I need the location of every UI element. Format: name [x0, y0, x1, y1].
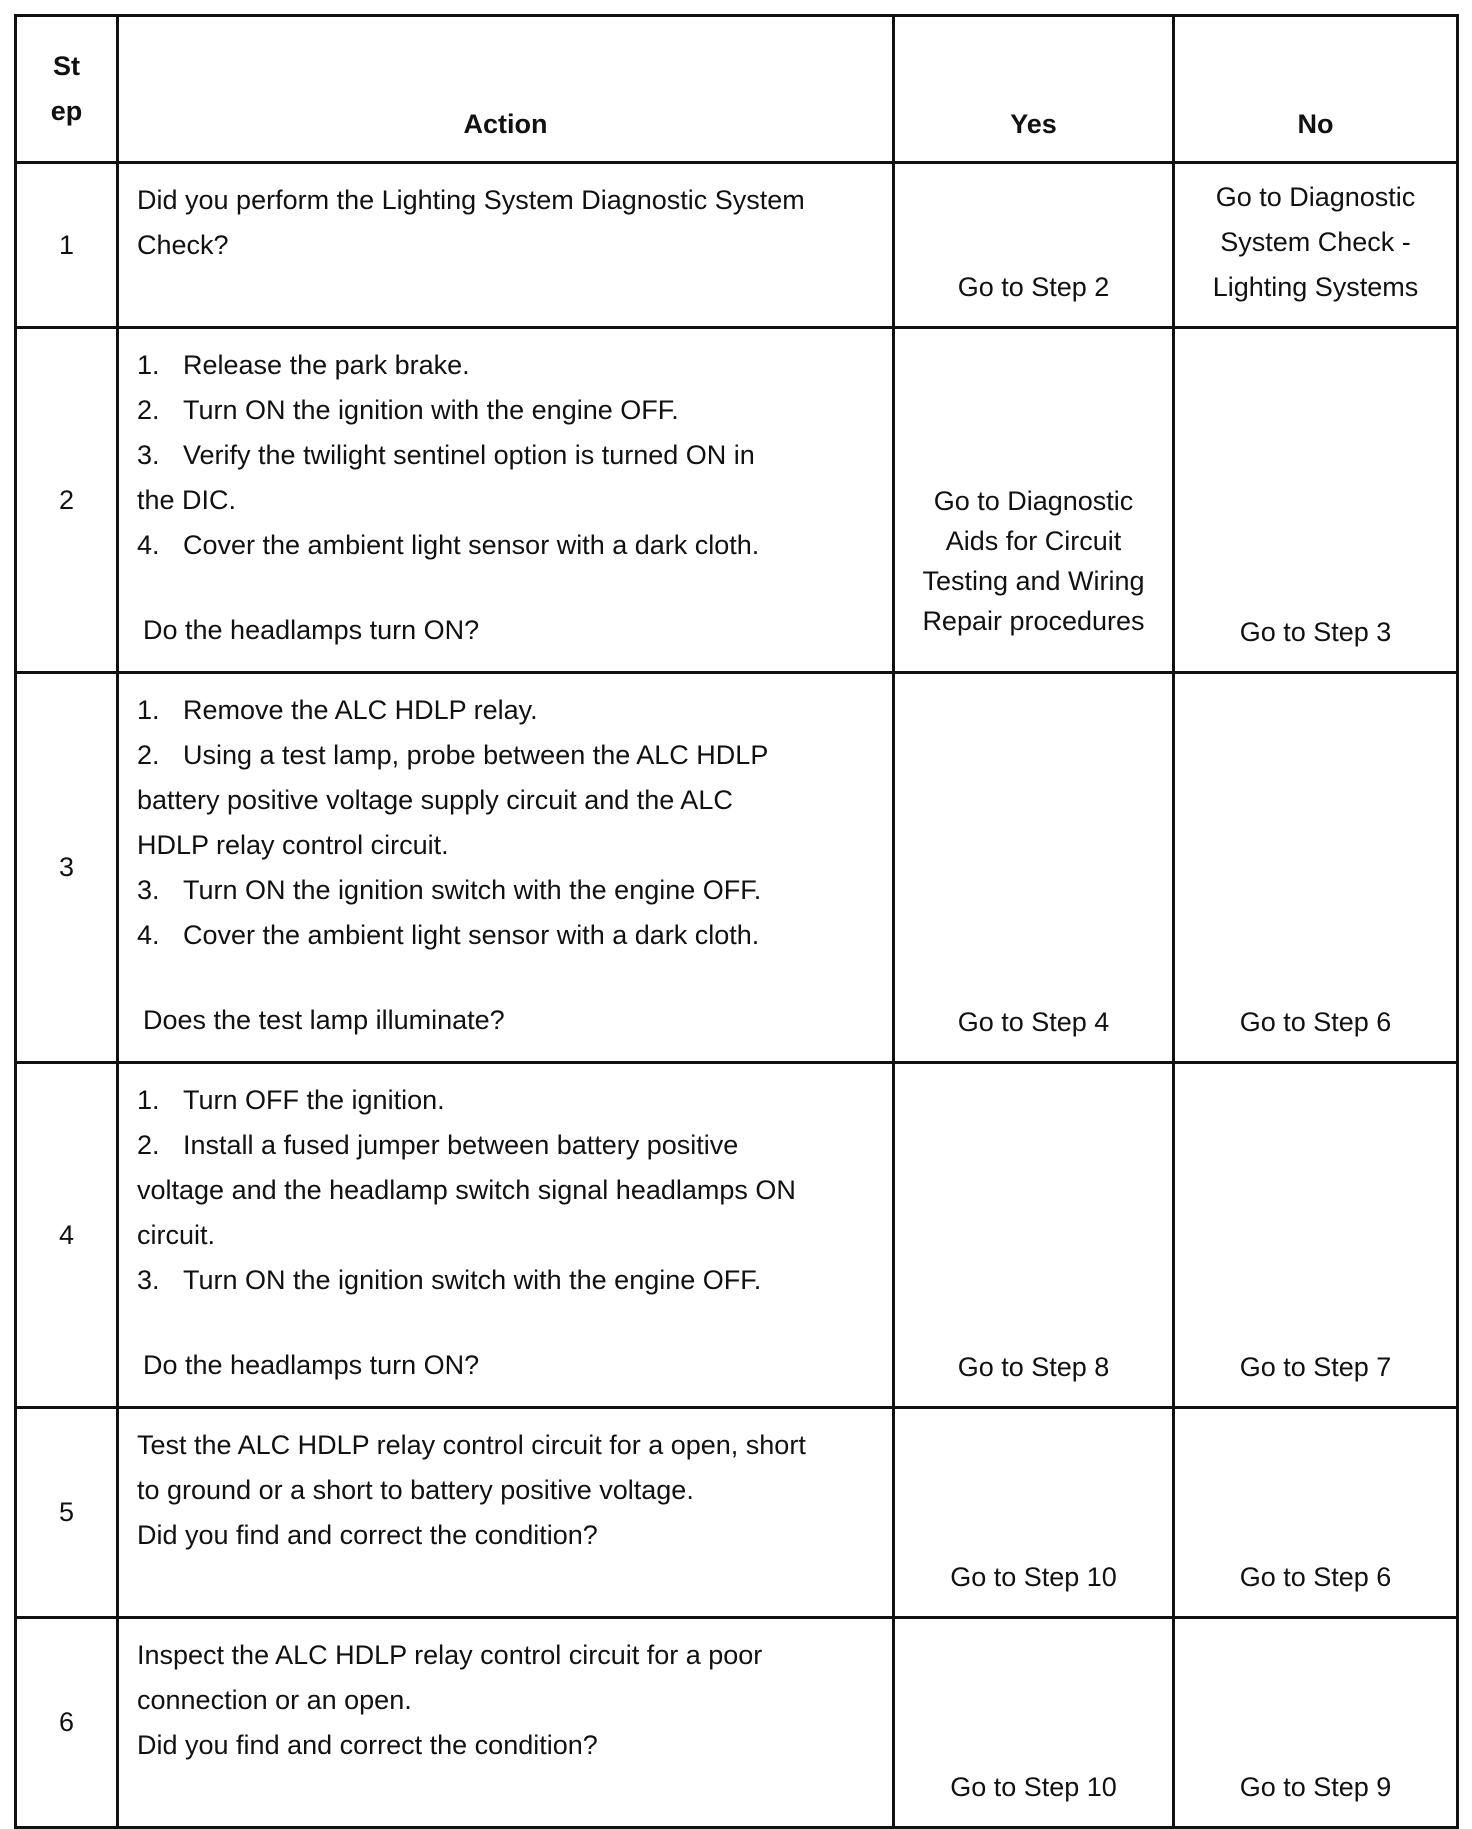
action-line: Check? [137, 230, 229, 260]
action-cell [118, 1408, 894, 1618]
yes-column-header: Yes [894, 16, 1174, 163]
action-line: Inspect the ALC HDLP relay control circuit for a poor [137, 1640, 763, 1670]
action-item: 1. Remove the ALC HDLP relay. [137, 695, 538, 725]
step-column-header [16, 16, 118, 163]
no-result: Go to Step 9 [1174, 1618, 1458, 1828]
action-continuation: the DIC. [137, 485, 237, 515]
no-result-line: Go to Diagnostic [1215, 182, 1416, 212]
yes-result: Go to Step 2 [894, 163, 1174, 328]
action-item: 1. Release the park brake. [137, 350, 470, 380]
action-item: 3. Turn ON the ignition switch with the engine OFF. [137, 1265, 762, 1295]
action-continuation: battery positive voltage supply circuit and the ALC [137, 785, 733, 815]
action-cell [118, 673, 894, 1063]
header-row [16, 16, 1458, 163]
action-question: Did you find and correct the condition? [137, 1730, 598, 1760]
action-cell [118, 328, 894, 673]
yes-result: Go to Step 4 [894, 673, 1174, 1063]
no-result-line: System Check - [1220, 227, 1411, 257]
yes-result-line: Aids for Circuit [945, 526, 1122, 556]
step-number: 3 [16, 673, 118, 1063]
action-item: 1. Turn OFF the ignition. [137, 1085, 445, 1115]
action-item: 2. Install a fused jumper between battery positive [137, 1130, 739, 1160]
action-column-header: Action [118, 16, 894, 163]
no-column-header: No [1174, 16, 1458, 163]
step-number: 6 [16, 1618, 118, 1828]
action-cell [118, 1063, 894, 1408]
action-line: Did you perform the Lighting System Diagnostic System [137, 185, 805, 215]
no-result: Go to Step 3 [1174, 328, 1458, 673]
action-item: 2. Turn ON the ignition with the engine OFF. [137, 395, 679, 425]
table-row [16, 1618, 1458, 1828]
no-result-line: Lighting Systems [1212, 272, 1419, 302]
table-row [16, 328, 1458, 673]
diagnostic-table [14, 14, 1459, 1829]
table-row [16, 673, 1458, 1063]
action-continuation: HDLP relay control circuit. [137, 830, 449, 860]
action-question: Do the headlamps turn ON? [143, 1350, 480, 1380]
step-header-line2: ep [50, 96, 83, 126]
table-row [16, 1408, 1458, 1618]
action-item: 2. Using a test lamp, probe between the ALC HDLP [137, 740, 769, 770]
action-cell [118, 163, 894, 328]
table-row [16, 163, 1458, 328]
action-item: 4. Cover the ambient light sensor with a dark cloth. [137, 920, 760, 950]
action-cell [118, 1618, 894, 1828]
action-item: 3. Turn ON the ignition switch with the engine OFF. [137, 875, 762, 905]
action-line: to ground or a short to battery positive voltage. [137, 1475, 694, 1505]
action-question: Do the headlamps turn ON? [143, 615, 480, 645]
no-result: Go to Step 7 [1174, 1063, 1458, 1408]
yes-result: Go to Step 10 [894, 1618, 1174, 1828]
no-result [1174, 163, 1458, 328]
step-number: 4 [16, 1063, 118, 1408]
yes-result: Go to Step 10 [894, 1408, 1174, 1618]
action-item: 3. Verify the twilight sentinel option is turned ON in [137, 440, 755, 470]
yes-result-line: Go to Diagnostic [933, 486, 1134, 516]
step-number: 5 [16, 1408, 118, 1618]
step-number: 2 [16, 328, 118, 673]
no-result: Go to Step 6 [1174, 1408, 1458, 1618]
action-question: Did you find and correct the condition? [137, 1520, 598, 1550]
step-header-line1: St [53, 51, 80, 81]
action-continuation: circuit. [137, 1220, 216, 1250]
yes-result-line: Repair procedures [922, 606, 1145, 636]
action-continuation: voltage and the headlamp switch signal headlamps ON [137, 1175, 796, 1205]
yes-result [894, 328, 1174, 673]
action-question: Does the test lamp illuminate? [143, 1005, 505, 1035]
no-result: Go to Step 6 [1174, 673, 1458, 1063]
yes-result: Go to Step 8 [894, 1063, 1174, 1408]
action-line: Test the ALC HDLP relay control circuit for a open, short [137, 1430, 806, 1460]
step-number: 1 [16, 163, 118, 328]
action-line: connection or an open. [137, 1685, 412, 1715]
table-row [16, 1063, 1458, 1408]
yes-result-line: Testing and Wiring [922, 566, 1145, 596]
action-item: 4. Cover the ambient light sensor with a dark cloth. [137, 530, 760, 560]
